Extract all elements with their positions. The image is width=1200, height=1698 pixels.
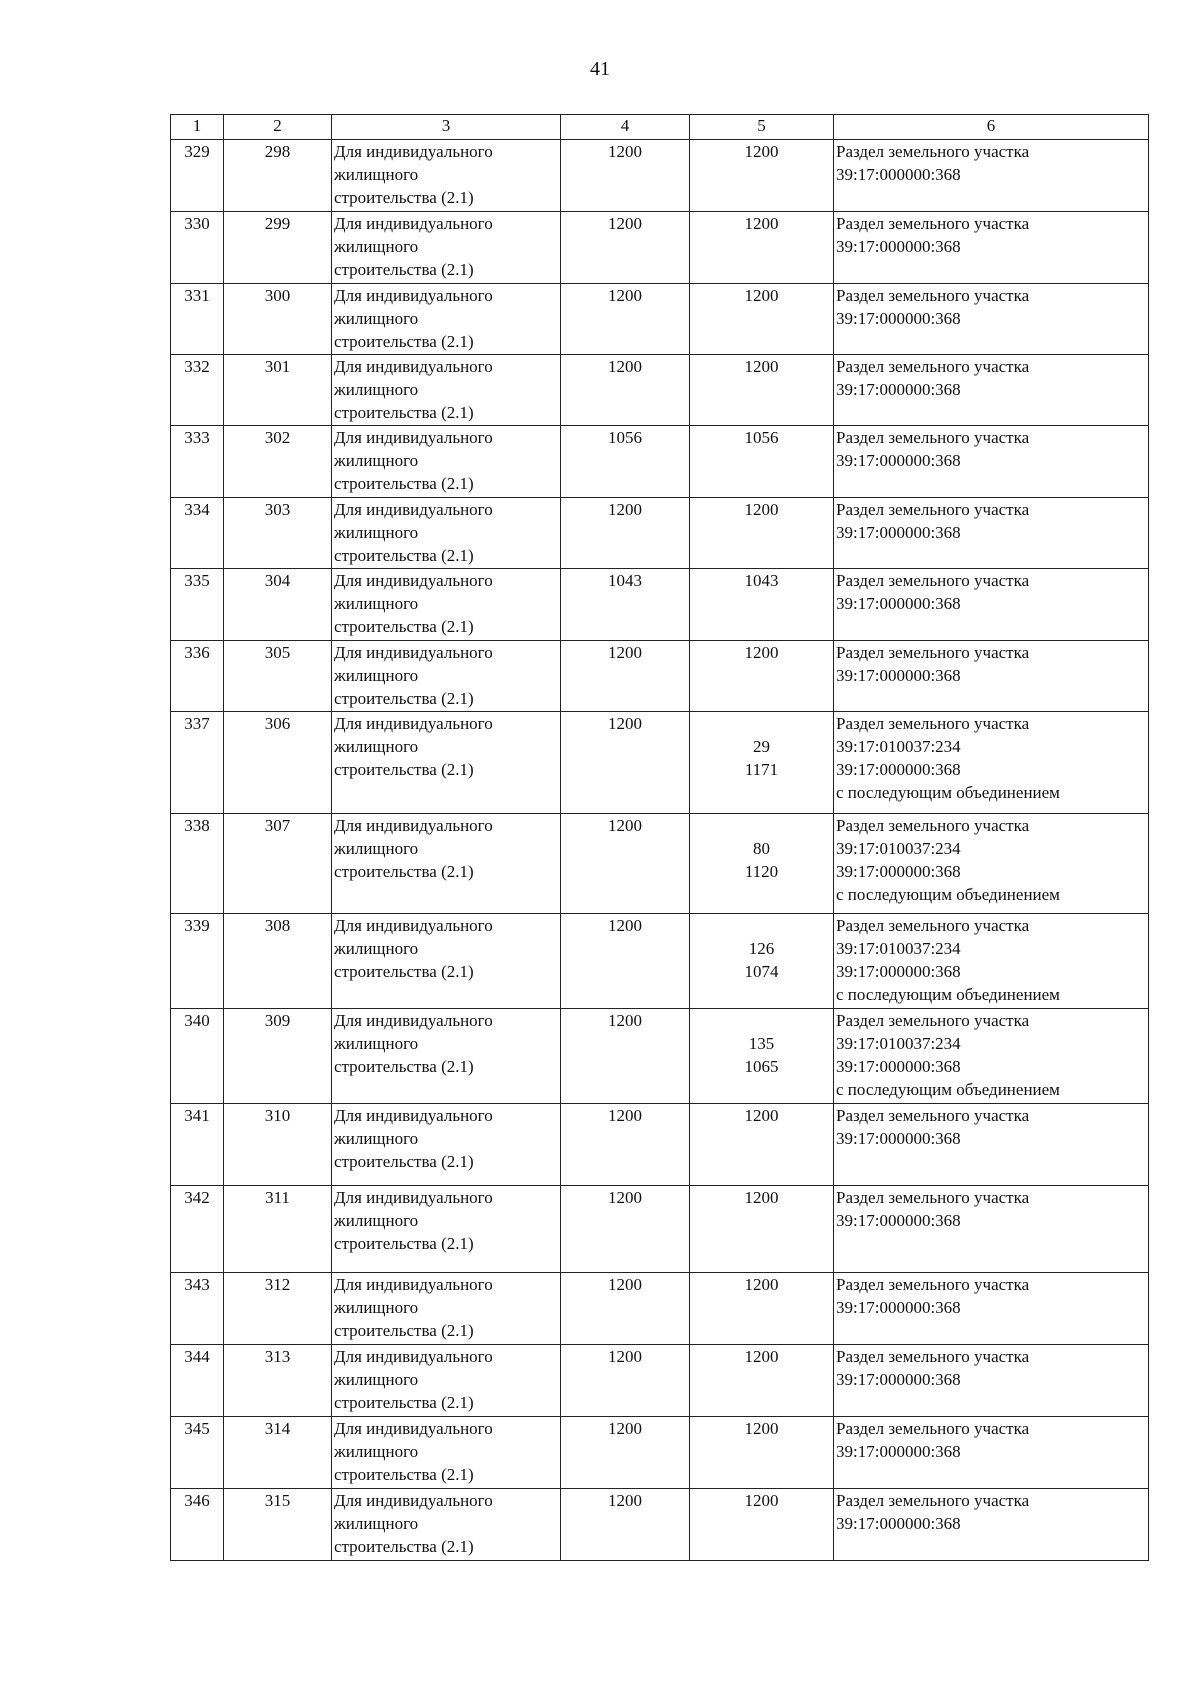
area-cell: 1200 (561, 1345, 690, 1417)
land-use-line: Для индивидуального (334, 1419, 493, 1438)
land-use-cell (332, 355, 561, 426)
method-cell (834, 1104, 1149, 1186)
table-row (171, 212, 1149, 284)
plot-number-cell: 306 (224, 712, 332, 814)
method-cell (834, 914, 1149, 1009)
table-row (171, 426, 1149, 498)
plot-number-cell: 311 (224, 1186, 332, 1273)
method-line: 39:17:000000:368 (836, 451, 961, 470)
land-use-line: строительства (2.1) (334, 188, 474, 207)
area-cell: 1200 (561, 284, 690, 355)
method-line: 39:17:010037:234 (836, 939, 961, 958)
area-cell: 1200 (561, 814, 690, 914)
method-line: 39:17:000000:368 (836, 1211, 961, 1230)
area-cell: 1043 (561, 569, 690, 641)
method-line: 39:17:000000:368 (836, 594, 961, 613)
plot-number-cell: 302 (224, 426, 332, 498)
method-line: 39:17:000000:368 (836, 962, 961, 981)
plot-number-cell: 310 (224, 1104, 332, 1186)
method-cell (834, 1489, 1149, 1561)
row-number-cell: 335 (171, 569, 224, 641)
area-cell: 1200 (561, 914, 690, 1009)
method-cell (834, 355, 1149, 426)
method-line: 39:17:000000:368 (836, 1370, 961, 1389)
source-area-line: 1200 (744, 643, 779, 662)
method-cell (834, 641, 1149, 712)
table-row (171, 712, 1149, 814)
method-line: Раздел земельного участка (836, 357, 1030, 376)
row-number-cell: 346 (171, 1489, 224, 1561)
plot-number-cell: 307 (224, 814, 332, 914)
plot-number-cell: 298 (224, 140, 332, 212)
area-cell: 1200 (561, 1417, 690, 1489)
land-use-line: Для индивидуального (334, 1491, 493, 1510)
table-row (171, 1273, 1149, 1345)
land-use-line: Для индивидуального (334, 1106, 493, 1125)
source-area-cell (690, 1417, 834, 1489)
area-cell: 1200 (561, 1009, 690, 1104)
land-use-line: Для индивидуального (334, 214, 493, 233)
table-row (171, 284, 1149, 355)
method-line: с последующим объединением (836, 783, 1060, 802)
column-header: 3 (332, 115, 561, 140)
plot-number-cell: 301 (224, 355, 332, 426)
method-line: Раздел земельного участка (836, 1011, 1030, 1030)
method-line: Раздел земельного участка (836, 1275, 1030, 1294)
row-number-cell: 343 (171, 1273, 224, 1345)
source-area-line: 1120 (744, 862, 779, 881)
land-use-line: Для индивидуального (334, 643, 493, 662)
table-row (171, 140, 1149, 212)
land-use-cell (332, 1345, 561, 1417)
method-line: с последующим объединением (836, 885, 1060, 904)
row-number-cell: 336 (171, 641, 224, 712)
area-cell: 1200 (561, 355, 690, 426)
land-use-line: жилищного (334, 1442, 419, 1461)
area-cell: 1200 (561, 1186, 690, 1273)
land-use-line: Для индивидуального (334, 500, 493, 519)
method-line: 39:17:000000:368 (836, 165, 961, 184)
method-line: Раздел земельного участка (836, 643, 1030, 662)
method-line: Раздел земельного участка (836, 1491, 1030, 1510)
land-use-line: Для индивидуального (334, 714, 493, 733)
land-use-cell (332, 1489, 561, 1561)
land-use-line: жилищного (334, 1298, 419, 1317)
page-number: 41 (590, 58, 610, 80)
source-area-cell (690, 1345, 834, 1417)
land-use-line: Для индивидуального (334, 357, 493, 376)
method-line: Раздел земельного участка (836, 1347, 1030, 1366)
land-use-line: жилищного (334, 380, 419, 399)
source-area-line: 1200 (744, 1275, 779, 1294)
land-use-line: строительства (2.1) (334, 546, 474, 565)
source-area-line: 1200 (744, 142, 779, 161)
land-use-cell (332, 641, 561, 712)
plot-number-cell: 304 (224, 569, 332, 641)
area-cell: 1200 (561, 140, 690, 212)
row-number-cell: 332 (171, 355, 224, 426)
land-use-line: жилищного (334, 1129, 419, 1148)
table-row (171, 569, 1149, 641)
method-cell (834, 814, 1149, 914)
source-area-line: 1200 (744, 1491, 779, 1510)
method-line: Раздел земельного участка (836, 1419, 1030, 1438)
method-line: 39:17:000000:368 (836, 523, 961, 542)
land-use-line: жилищного (334, 451, 419, 470)
area-cell: 1200 (561, 1104, 690, 1186)
column-header: 4 (561, 115, 690, 140)
land-use-cell (332, 284, 561, 355)
source-area-line: 1200 (744, 214, 779, 233)
source-area-cell (690, 1273, 834, 1345)
method-line: Раздел земельного участка (836, 1106, 1030, 1125)
land-use-cell (332, 569, 561, 641)
area-cell: 1200 (561, 641, 690, 712)
method-line: 39:17:010037:234 (836, 839, 961, 858)
method-cell (834, 498, 1149, 569)
source-area-cell (690, 284, 834, 355)
area-cell: 1200 (561, 1273, 690, 1345)
land-use-line: строительства (2.1) (334, 1152, 474, 1171)
table-row (171, 1417, 1149, 1489)
spacer (690, 914, 833, 937)
land-use-line: жилищного (334, 1034, 419, 1053)
land-use-line: строительства (2.1) (334, 760, 474, 779)
source-area-line: 1200 (744, 500, 779, 519)
land-use-cell (332, 1417, 561, 1489)
land-use-line: строительства (2.1) (334, 1465, 474, 1484)
column-header: 2 (224, 115, 332, 140)
method-cell (834, 712, 1149, 814)
table-row (171, 814, 1149, 914)
land-use-line: Для индивидуального (334, 286, 493, 305)
method-line: Раздел земельного участка (836, 142, 1030, 161)
source-area-line: 1200 (744, 1419, 779, 1438)
row-number-cell: 345 (171, 1417, 224, 1489)
method-cell (834, 426, 1149, 498)
land-use-line: строительства (2.1) (334, 474, 474, 493)
method-cell (834, 1417, 1149, 1489)
land-use-line: жилищного (334, 237, 419, 256)
source-area-cell (690, 355, 834, 426)
land-use-line: Для индивидуального (334, 428, 493, 447)
row-number-cell: 330 (171, 212, 224, 284)
land-plot-table (170, 114, 1149, 1561)
method-cell (834, 140, 1149, 212)
land-use-line: жилищного (334, 594, 419, 613)
source-area-cell (690, 641, 834, 712)
plot-number-cell: 313 (224, 1345, 332, 1417)
method-line: Раздел земельного участка (836, 500, 1030, 519)
area-cell: 1200 (561, 1489, 690, 1561)
row-number-cell: 344 (171, 1345, 224, 1417)
source-area-cell (690, 426, 834, 498)
area-cell: 1056 (561, 426, 690, 498)
area-cell: 1200 (561, 498, 690, 569)
row-number-cell: 341 (171, 1104, 224, 1186)
plot-number-cell: 308 (224, 914, 332, 1009)
method-cell (834, 1009, 1149, 1104)
land-use-cell (332, 498, 561, 569)
plot-number-cell: 309 (224, 1009, 332, 1104)
land-use-line: строительства (2.1) (334, 1537, 474, 1556)
plot-number-cell: 300 (224, 284, 332, 355)
source-area-cell (690, 212, 834, 284)
method-cell (834, 1273, 1149, 1345)
source-area-cell (690, 569, 834, 641)
land-use-cell (332, 712, 561, 814)
method-line: Раздел земельного участка (836, 428, 1030, 447)
land-use-cell (332, 1186, 561, 1273)
land-use-cell (332, 140, 561, 212)
land-use-cell (332, 914, 561, 1009)
row-number-cell: 333 (171, 426, 224, 498)
column-header: 1 (171, 115, 224, 140)
source-area-cell (690, 1104, 834, 1186)
method-line: 39:17:000000:368 (836, 760, 961, 779)
method-line: с последующим объединением (836, 1080, 1060, 1099)
table-body (171, 140, 1149, 1561)
source-area-line: 135 (748, 1034, 775, 1053)
column-header: 5 (690, 115, 834, 140)
land-use-line: строительства (2.1) (334, 1234, 474, 1253)
land-use-cell (332, 814, 561, 914)
method-line: Раздел земельного участка (836, 571, 1030, 590)
source-area-cell (690, 140, 834, 212)
row-number-cell: 334 (171, 498, 224, 569)
land-use-line: жилищного (334, 309, 419, 328)
source-area-line: 29 (753, 737, 770, 756)
method-line: 39:17:000000:368 (836, 1057, 961, 1076)
table-row (171, 355, 1149, 426)
land-use-line: строительства (2.1) (334, 689, 474, 708)
area-cell: 1200 (561, 712, 690, 814)
method-line: 39:17:000000:368 (836, 237, 961, 256)
source-area-line: 1043 (744, 571, 779, 590)
land-use-line: жилищного (334, 1211, 419, 1230)
land-use-line: Для индивидуального (334, 1275, 493, 1294)
row-number-cell: 340 (171, 1009, 224, 1104)
table-row (171, 1345, 1149, 1417)
method-cell (834, 212, 1149, 284)
method-line: 39:17:010037:234 (836, 737, 961, 756)
spacer (690, 712, 833, 735)
source-area-cell (690, 1186, 834, 1273)
plot-number-cell: 315 (224, 1489, 332, 1561)
land-use-line: строительства (2.1) (334, 862, 474, 881)
table-row (171, 1489, 1149, 1561)
row-number-cell: 339 (171, 914, 224, 1009)
method-line: Раздел земельного участка (836, 286, 1030, 305)
spacer (690, 814, 833, 837)
source-area-cell (690, 814, 834, 914)
method-cell (834, 1345, 1149, 1417)
method-line: 39:17:000000:368 (836, 862, 961, 881)
land-use-line: строительства (2.1) (334, 332, 474, 351)
table-row (171, 1186, 1149, 1273)
land-use-line: строительства (2.1) (334, 962, 474, 981)
land-use-line: Для индивидуального (334, 142, 493, 161)
source-area-cell (690, 712, 834, 814)
method-line: 39:17:000000:368 (836, 1442, 961, 1461)
land-use-line: строительства (2.1) (334, 260, 474, 279)
table-row (171, 641, 1149, 712)
method-line: Раздел земельного участка (836, 916, 1030, 935)
method-line: Раздел земельного участка (836, 1188, 1030, 1207)
land-use-line: жилищного (334, 1370, 419, 1389)
land-use-line: строительства (2.1) (334, 1393, 474, 1412)
table-row (171, 498, 1149, 569)
plot-number-cell: 314 (224, 1417, 332, 1489)
row-number-cell: 342 (171, 1186, 224, 1273)
land-use-cell (332, 212, 561, 284)
land-use-line: жилищного (334, 839, 419, 858)
land-use-line: жилищного (334, 523, 419, 542)
land-use-cell (332, 1273, 561, 1345)
land-use-line: строительства (2.1) (334, 403, 474, 422)
table-row (171, 914, 1149, 1009)
method-line: Раздел земельного участка (836, 816, 1030, 835)
row-number-cell: 338 (171, 814, 224, 914)
land-use-line: жилищного (334, 1514, 419, 1533)
land-use-line: жилищного (334, 737, 419, 756)
land-use-line: строительства (2.1) (334, 617, 474, 636)
method-line: Раздел земельного участка (836, 714, 1030, 733)
plot-number-cell: 299 (224, 212, 332, 284)
method-line: 39:17:000000:368 (836, 1298, 961, 1317)
column-header: 6 (834, 115, 1149, 140)
source-area-line: 1171 (744, 760, 779, 779)
method-cell (834, 284, 1149, 355)
land-use-line: Для индивидуального (334, 1011, 493, 1030)
land-use-line: Для индивидуального (334, 571, 493, 590)
land-use-line: Для индивидуального (334, 1188, 493, 1207)
source-area-line: 1065 (744, 1057, 779, 1076)
source-area-cell (690, 1489, 834, 1561)
source-area-line: 80 (753, 839, 770, 858)
source-area-line: 1200 (744, 286, 779, 305)
land-use-line: строительства (2.1) (334, 1057, 474, 1076)
source-area-line: 1200 (744, 1347, 779, 1366)
plot-number-cell: 312 (224, 1273, 332, 1345)
table-header-row (171, 115, 1149, 140)
land-use-line: жилищного (334, 666, 419, 685)
source-area-line: 1056 (744, 428, 779, 447)
table-row (171, 1104, 1149, 1186)
row-number-cell: 329 (171, 140, 224, 212)
land-use-line: Для индивидуального (334, 916, 493, 935)
source-area-line: 126 (748, 939, 775, 958)
method-line: 39:17:000000:368 (836, 309, 961, 328)
method-line: 39:17:000000:368 (836, 1514, 961, 1533)
source-area-line: 1200 (744, 357, 779, 376)
plot-number-cell: 303 (224, 498, 332, 569)
method-cell (834, 1186, 1149, 1273)
spacer (690, 1009, 833, 1032)
plot-number-cell: 305 (224, 641, 332, 712)
land-use-line: жилищного (334, 165, 419, 184)
method-line: Раздел земельного участка (836, 214, 1030, 233)
land-use-cell (332, 426, 561, 498)
table-row (171, 1009, 1149, 1104)
method-line: 39:17:000000:368 (836, 666, 961, 685)
land-use-cell (332, 1009, 561, 1104)
method-line: 39:17:010037:234 (836, 1034, 961, 1053)
land-use-line: жилищного (334, 939, 419, 958)
source-area-line: 1074 (744, 962, 779, 981)
row-number-cell: 337 (171, 712, 224, 814)
source-area-line: 1200 (744, 1188, 779, 1207)
source-area-cell (690, 498, 834, 569)
method-line: 39:17:000000:368 (836, 380, 961, 399)
source-area-cell (690, 914, 834, 1009)
land-use-line: Для индивидуального (334, 816, 493, 835)
land-use-line: Для индивидуального (334, 1347, 493, 1366)
method-cell (834, 569, 1149, 641)
row-number-cell: 331 (171, 284, 224, 355)
source-area-cell (690, 1009, 834, 1104)
area-cell: 1200 (561, 212, 690, 284)
land-use-line: строительства (2.1) (334, 1321, 474, 1340)
source-area-line: 1200 (744, 1106, 779, 1125)
method-line: 39:17:000000:368 (836, 1129, 961, 1148)
land-use-cell (332, 1104, 561, 1186)
method-line: с последующим объединением (836, 985, 1060, 1004)
